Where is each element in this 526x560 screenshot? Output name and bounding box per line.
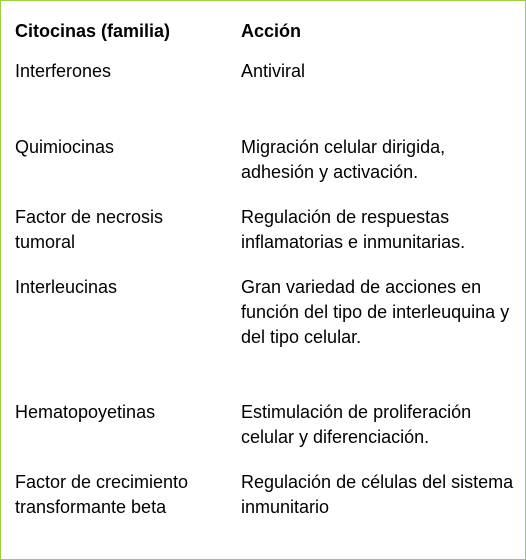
row-accion-interferones: Antiviral xyxy=(241,61,306,81)
row-familia-interferones: Interferones xyxy=(15,61,112,81)
row-familia-tnf: Factor de necrosis tumoral xyxy=(15,207,164,252)
row-accion-quimiocinas: Migración celular dirigida, adhesión y activación. xyxy=(241,137,446,182)
row-accion-hematopoyetinas: Estimulación de proliferación celular y diferenciación. xyxy=(241,402,472,447)
header-familia: Citocinas (familia) xyxy=(15,21,171,41)
row-familia-tgf-beta: Factor de crecimiento transformante beta xyxy=(15,472,189,517)
row-familia-quimiocinas: Quimiocinas xyxy=(15,137,115,157)
row-accion-interleucinas: Gran variedad de acciones en función del tipo de interleuquina y del tipo celular. xyxy=(241,277,510,347)
row-accion-tgf-beta: Regulación de células del sistema inmunitario xyxy=(241,472,514,517)
header-accion: Acción xyxy=(241,21,302,41)
row-familia-hematopoyetinas: Hematopoyetinas xyxy=(15,402,156,422)
row-accion-tnf: Regulación de respuestas inflamatorias e inmunitarias. xyxy=(241,207,466,252)
row-familia-interleucinas: Interleucinas xyxy=(15,277,118,297)
